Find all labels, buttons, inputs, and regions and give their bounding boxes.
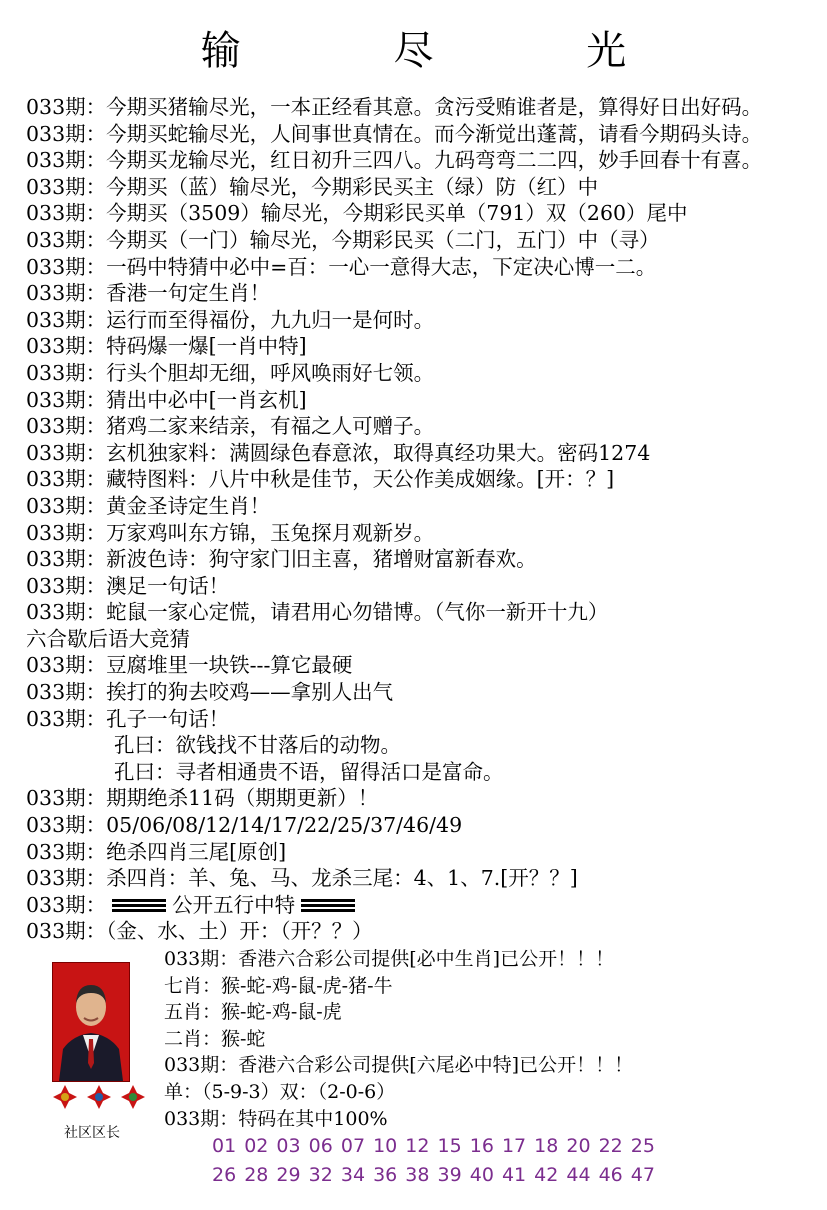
text-line: 033期：一码中特猜中必中=百：一心一意得大志，下定决心博一二。 [26,254,657,279]
text-line: 033期：新波色诗：狗守家门旧主喜，猪增财富新春欢。 [26,547,537,572]
portrait-photo [52,962,130,1082]
confucius-line: 孔曰：寻者相通贵不语，留得活口是富命。 [114,759,504,784]
number-row: 26 28 29 32 34 36 38 39 40 41 42 44 46 47 [212,1164,655,1186]
text-line: 033期：今期买龙输尽光，红日初升三四八。九码弯弯二二四，妙手回春十有喜。 [26,148,763,173]
text-line: 033期：杀四肖：羊、兔、马、龙杀三尾：4、1、7.[开？？] [26,866,578,891]
text-line: 033期：运行而至得福份，九九归一是何时。 [26,307,435,332]
text-line: 033期：今期买（一门）输尽光，今期彩民买（二门，五门）中（寻） [26,227,660,252]
emblem-row [50,1080,150,1126]
panel-line: 五肖：猴-蛇-鸡-鼠-虎 [164,1001,342,1024]
emblem-icon [120,1084,146,1110]
text-line: 033期：蛇鼠一家心定慌，请君用心勿错博。（气你一新开十九） [26,600,609,625]
text-line: 033期：猜出中必中[一肖玄机] [26,387,307,412]
page-title: 输 尽 光 [200,28,697,74]
trigram-icon [301,899,355,913]
panel-line: 单：（5-9-3）双：（2-0-6） [164,1080,396,1103]
text-line: 033期：今期买蛇输尽光，人间事世真情在。而今渐觉出蓬蒿，请看今期码头诗。 [26,121,763,146]
prediction-lines [26,94,816,945]
portrait-figure-icon [53,963,129,1081]
trigram-icon [112,899,166,913]
five-elements-line [26,892,816,919]
text-line: 033期：猪鸡二家来结亲，有福之人可赠子。 [26,414,435,439]
panel-line: 033期：香港六合彩公司提供[六尾必中特]已公开！！！ [164,1054,634,1077]
text-line: 033期：香港一句定生肖！ [26,281,271,306]
special-panel [164,946,814,1132]
section-heading: 六合歇后语大竞猜 [26,626,190,651]
text-line: 033期：期期绝杀11码（期期更新）！ [26,786,379,811]
text-line: 033期：05/06/08/12/14/17/22/25/37/46/49 [26,813,463,838]
text-line: 033期：黄金圣诗定生肖！ [26,493,271,518]
text-line: 033期：万家鸡叫东方锦，玉兔探月观新岁。 [26,520,435,545]
emblem-icon [52,1084,78,1110]
text-line: 033期：今期买猪输尽光，一本正经看其意。贪污受贿谁者是，算得好日出好码。 [26,95,763,119]
text-line: 033期：孔子一句话！ [26,706,230,731]
panel-line: 二肖：猴-蛇 [164,1027,266,1050]
text-line: 033期：玄机独家料：满圆绿色春意浓，取得真经功果大。密码1274 [26,440,651,465]
text-line: 033期：绝杀四肖三尾[原创] [26,839,287,864]
confucius-line: 孔曰：欲钱找不甘落后的动物。 [114,733,401,758]
special-numbers [212,1132,812,1190]
text-line: 033期：豆腐堆里一块铁---算它最硬 [26,653,353,678]
text-line: 033期：（金、水、土）开：（开？？） [26,919,373,944]
number-row: 01 02 03 06 07 10 12 15 16 17 18 20 22 25 [212,1135,655,1157]
text-line: 033期：挨打的狗去咬鸡——拿别人出气 [26,680,394,705]
text-line: 033期：澳足一句话！ [26,573,230,598]
text-line: 033期：今期买（3509）输尽光，今期彩民买单（791）双（260）尾中 [26,201,688,226]
panel-line: 七肖：猴-蛇-鸡-鼠-虎-猪-牛 [164,974,393,997]
emblem-icon [86,1084,112,1110]
text-line: 033期：特码爆一爆[一肖中特] [26,334,307,359]
five-elements-prefix: 033期： [26,892,107,917]
text-line: 033期：今期买（蓝）输尽光，今期彩民买主（绿）防（红）中 [26,174,599,199]
panel-line: 033期：香港六合彩公司提供[必中生肖]已公开！！！ [164,948,615,970]
panel-line: 033期：特码在其中100% [164,1107,388,1130]
portrait-caption: 社区区长 [64,1125,120,1141]
text-line: 033期：藏特图料：八片中秋是佳节，天公作美成姻缘。[开：？] [26,467,615,492]
text-line: 033期：行头个胆却无细，呼风唤雨好七领。 [26,360,435,385]
five-elements-text: 公开五行中特 [172,892,296,917]
